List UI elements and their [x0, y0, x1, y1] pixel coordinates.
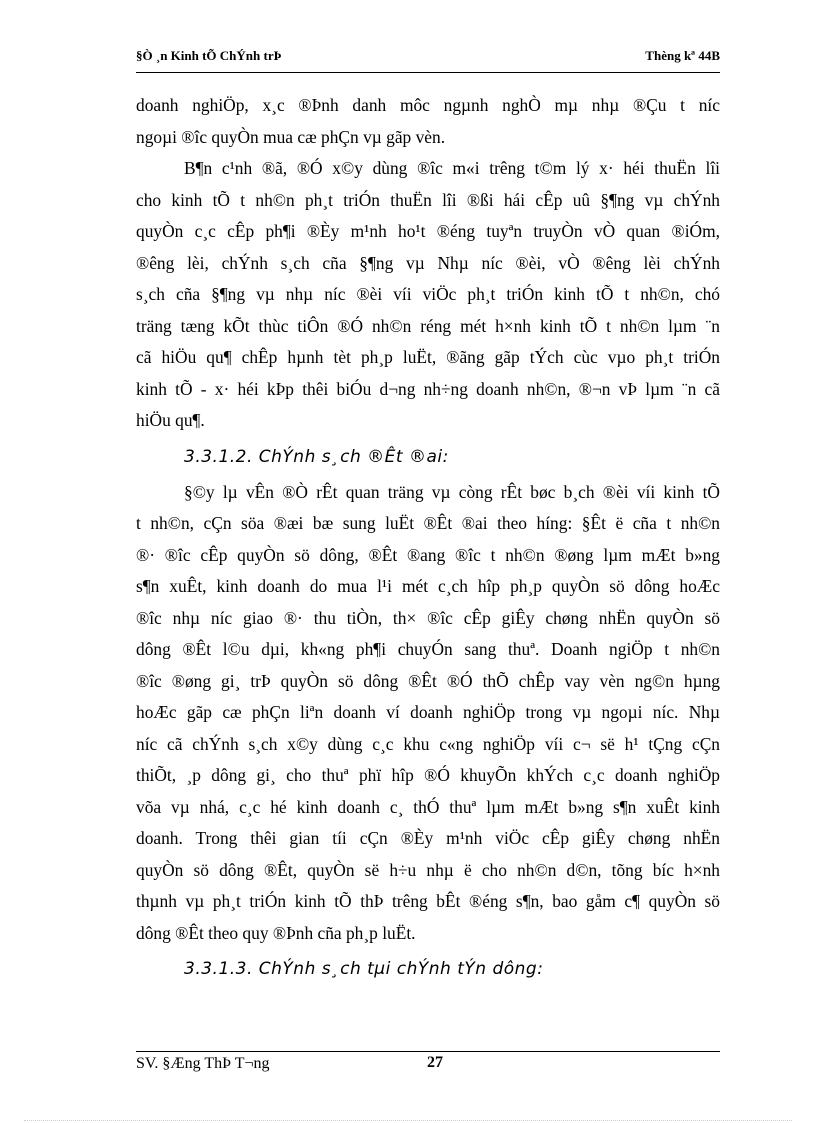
paragraph-1 [136, 90, 720, 153]
document-body [136, 90, 720, 989]
page-number: 27 [427, 1054, 443, 1071]
section-heading-finance-credit-policy: 3.3.1.3. ChÝnh s¸ch tµi chÝnh tÝn dông: [184, 959, 544, 979]
section-heading-land-policy: 3.3.1.2. ChÝnh s¸ch ®Êt ®ai: [184, 446, 449, 467]
text-line: hoÆc gãp cæ phÇn liªn doanh ví doanh nghiÖp trong vµ ngoµi níc. Nhµ [136, 702, 720, 722]
footer-divider [136, 1051, 720, 1052]
text-line: võa vµ nhá, c¸c hé kinh doanh c¸ thÓ thuª lµm mÆt b»ng s¶n xuÊt kinh [136, 796, 720, 817]
text-line: träng tæng kÕt thùc tiÔn ®Ó nh©n réng mét h×nh kinh tÕ t nh©n lµm ¨n [136, 315, 720, 336]
paragraph-3 [136, 477, 720, 950]
text-line: doanh nghiÖp, x¸c ®Þnh danh môc ngµnh nghÒ mµ nhµ ®Çu t níc [136, 95, 720, 115]
text-line: dông ®Êt l©u dµi, kh«ng ph¶i chuyÓn sang thuª. Doanh ngiÖp t nh©n [136, 639, 720, 659]
text-line: ngoµi ®îc quyÒn mua cæ phÇn vµ gãp vèn. [136, 126, 446, 147]
text-line: hiÖu qu¶. [136, 410, 205, 430]
text-line: dông ®Êt theo quy ®Þnh cña ph¸p luËt. [136, 922, 416, 943]
text-line: ®îc ®øng gi¸ trÞ quyÒn sö dông ®Êt ®Ó thÕ chÊp vay vèn ng©n hµng [136, 670, 720, 691]
text-line: quyÒn c¸c cÊp ph¶i ®Èy m¹nh ho¹t ®éng tuyªn truyÒn vÒ quan ®iÓm, [136, 221, 720, 241]
text-line: §©y lµ vÊn ®Ò rÊt quan träng vµ còng rÊt bøc b¸ch ®èi víi kinh tÕ [184, 481, 720, 502]
text-line: t nh©n, cÇn söa ®æi bæ sung luËt ®Êt ®ai theo híng: §Êt ë cña t nh©n [136, 513, 720, 533]
header-title: §Ò ¸n Kinh tÕ ChÝnh trÞ [136, 48, 282, 63]
header-class: Thèng kª 44B [645, 48, 720, 63]
paragraph-2 [136, 153, 720, 437]
text-line: s¸ch cña §¶ng vµ nhµ níc ®èi víi viÖc ph¸t triÓn kinh tÕ t nh©n, chó [136, 284, 720, 304]
text-line: kinh tÕ - x· héi kÞp thêi biÓu d¬ng nh÷ng doanh nh©n, ®¬n vÞ lµm ¨n cã [136, 378, 720, 399]
text-line: cho kinh tÕ t nh©n ph¸t triÓn thuËn lîi ®ßi hái cÊp uû §¶ng vµ chÝnh [136, 189, 720, 210]
text-line: ®êng lèi, chÝnh s¸ch cña §¶ng vµ Nhµ níc ®èi, vÒ ®êng lèi chÝnh [136, 252, 720, 273]
header-divider [136, 72, 720, 73]
footer-author: SV. §Æng ThÞ T¬ng [136, 1055, 270, 1072]
text-line: s¶n xuÊt, kinh doanh do mua l¹i mét c¸ch hîp ph¸p quyÒn sö dông hoÆc [136, 576, 720, 596]
text-line: B¶n c¹nh ®ã, ®Ó x©y dùng ®îc m«i trêng t©m lý x· héi thuËn lîi [184, 158, 720, 178]
text-line: níc cã chÝnh s¸ch x©y dùng c¸c khu c«ng nghiÖp víi c¬ së h¹ tÇng cÇn [136, 733, 720, 754]
text-line: ®îc nhµ níc giao ®· thu tiÒn, th× ®îc cÊp giÊy chøng nhËn quyÒn sö [136, 607, 720, 628]
text-line: quyÒn sö dông ®Êt, quyÒn së h÷u nhµ ë cho nh©n d©n, tõng bíc h×nh [136, 859, 720, 880]
text-line: ®· ®îc cÊp quyÒn sö dông, ®Êt ®ang ®îc t nh©n ®øng lµm mÆt b»ng [136, 544, 720, 565]
text-line: thiÕt, ¸p dông gi¸ cho thuª phï hîp ®Ó khuyÕn khÝch c¸c doanh nghiÖp [136, 765, 720, 785]
text-line: cã hiÖu qu¶ chÊp hµnh tèt ph¸p luËt, ®ãng gãp tÝch cùc vµo ph¸t triÓn [136, 347, 720, 367]
text-line: doanh. Trong thêi gian tíi cÇn ®Èy m¹nh viÖc cÊp giÊy chøng nhËn [136, 828, 720, 848]
text-line: thµnh vµ ph¸t triÓn kinh tÕ thÞ trêng bÊt ®éng s¶n, bao gåm c¶ quyÒn sö [136, 891, 720, 911]
page-bottom-border [24, 1120, 792, 1121]
